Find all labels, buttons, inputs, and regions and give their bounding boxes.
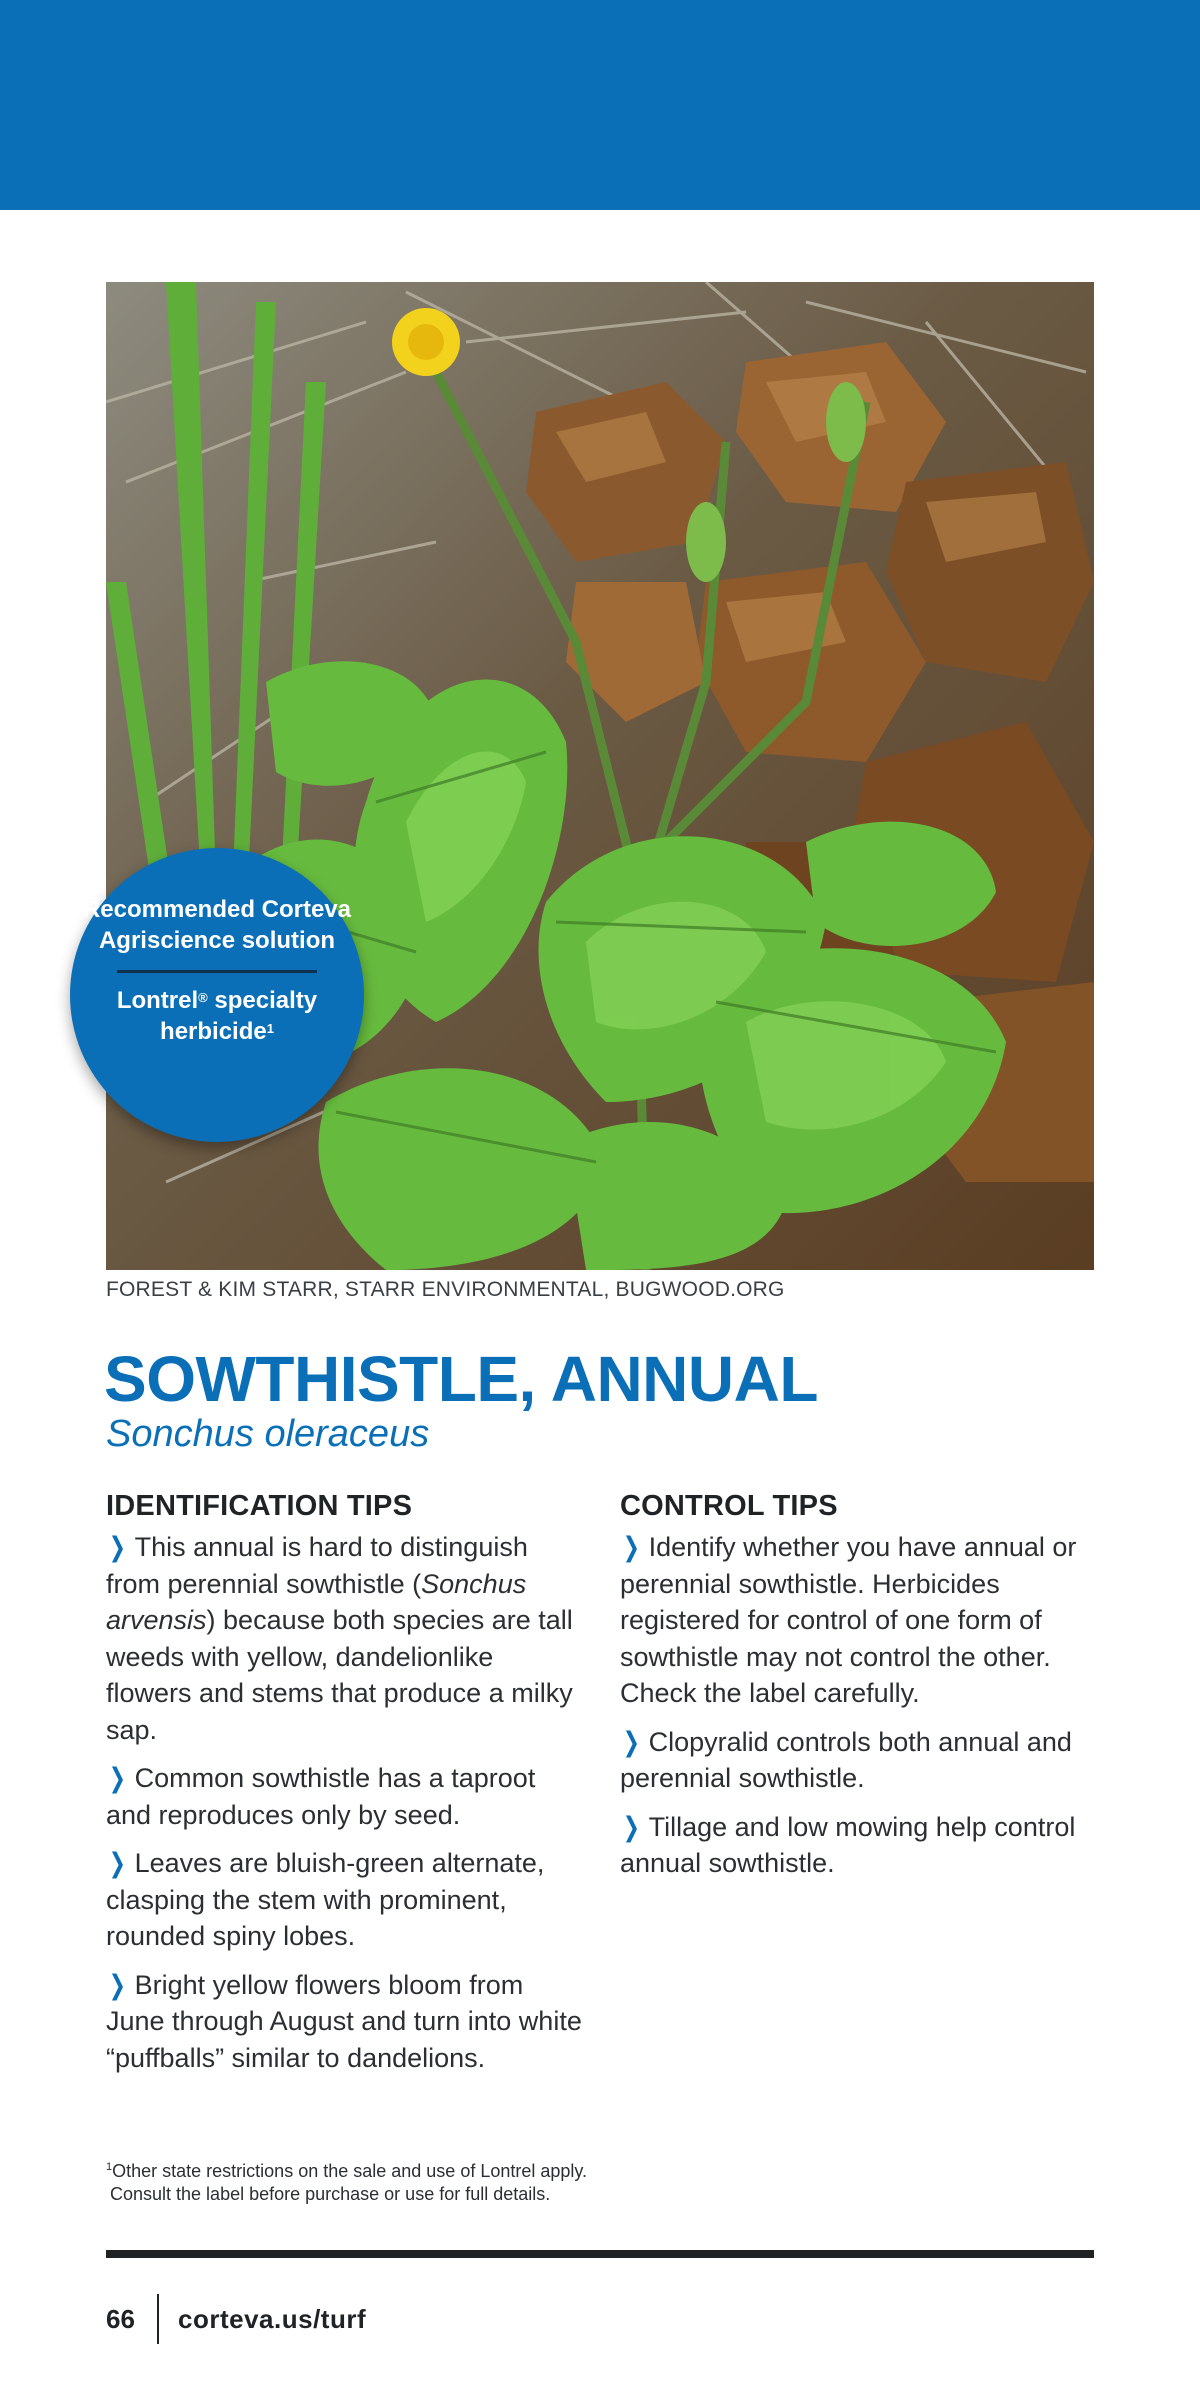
control-tip: ❯ Clopyralid controls both annual and perennial sowthistle.: [620, 1724, 1100, 1797]
chevron-right-icon: ❯: [108, 1848, 126, 1878]
footer-separator: [157, 2294, 159, 2344]
badge-product-suffix: specialty herbicide: [160, 987, 318, 1045]
badge-product: [70, 985, 364, 1047]
identification-heading: IDENTIFICATION TIPS: [106, 1490, 413, 1522]
identification-tip: ❯ Leaves are bluish-green alternate, clasping the stem with prominent, rounded spiny lobes.: [106, 1845, 586, 1955]
badge-divider: [117, 970, 317, 973]
footnote: [106, 2156, 587, 2206]
badge-heading: Recommended Corteva Agriscience solution: [82, 896, 352, 954]
badge-product-name: Lontrel: [116, 987, 199, 1014]
alt-scientific-name: Sonchus arvensis: [106, 1568, 527, 1635]
chevron-right-icon: ❯: [622, 1811, 640, 1842]
weed-common-name: SOWTHISTLE, ANNUAL: [104, 1343, 818, 1415]
chevron-right-icon: ❯: [108, 1763, 126, 1793]
website-link[interactable]: corteva.us/turf: [178, 2304, 367, 2334]
identification-tip: ❯ Common sowthistle has a taproot and reproduces only by seed.: [106, 1760, 586, 1833]
identification-tip: ❯ This annual is hard to distinguish from perennial sowthistle (Sonchus arvensis) because both species are tall weeds with yellow, dandelionlike flowers and stems that produce a milky sap.: [106, 1529, 586, 1748]
footnote-line-2: Consult the label before purchase or use for full details.: [110, 2184, 551, 2204]
footnote-line-1: Other state restrictions on the sale and use of Lontrel apply.: [112, 2161, 588, 2181]
page-number: 66: [106, 2304, 135, 2334]
footer-rule: [106, 2250, 1094, 2258]
identification-tips: [106, 1490, 586, 2088]
photo-credit: FOREST & KIM STARR, STARR ENVIRONMENTAL, BUGWOOD.ORG: [106, 1278, 785, 1301]
registered-mark: ®: [198, 990, 208, 1005]
recommended-solution-badge: [70, 848, 364, 1142]
control-tip: ❯ Identify whether you have annual or perennial sowthistle. Herbicides registered for control of one form of sowthistle may not control the other. Check the label carefully.: [620, 1529, 1100, 1712]
badge-footnote-ref: 1: [266, 1021, 274, 1036]
chevron-right-icon: ❯: [108, 1969, 126, 2000]
chevron-right-icon: ❯: [622, 1532, 640, 1562]
footnote-marker: 1: [106, 2161, 113, 2173]
header-band: [0, 0, 1200, 210]
control-heading: CONTROL TIPS: [620, 1490, 838, 1522]
weed-scientific-name: Sonchus oleraceus: [106, 1413, 430, 1455]
control-tip: ❯ Tillage and low mowing help control annual sowthistle.: [620, 1809, 1100, 1882]
identification-tip: ❯ Bright yellow flowers bloom from June through August and turn into white “puffballs” similar to dandelions.: [106, 1967, 586, 2077]
chevron-right-icon: ❯: [108, 1532, 126, 1562]
control-tips: [620, 1490, 1100, 1894]
chevron-right-icon: ❯: [622, 1726, 640, 1757]
